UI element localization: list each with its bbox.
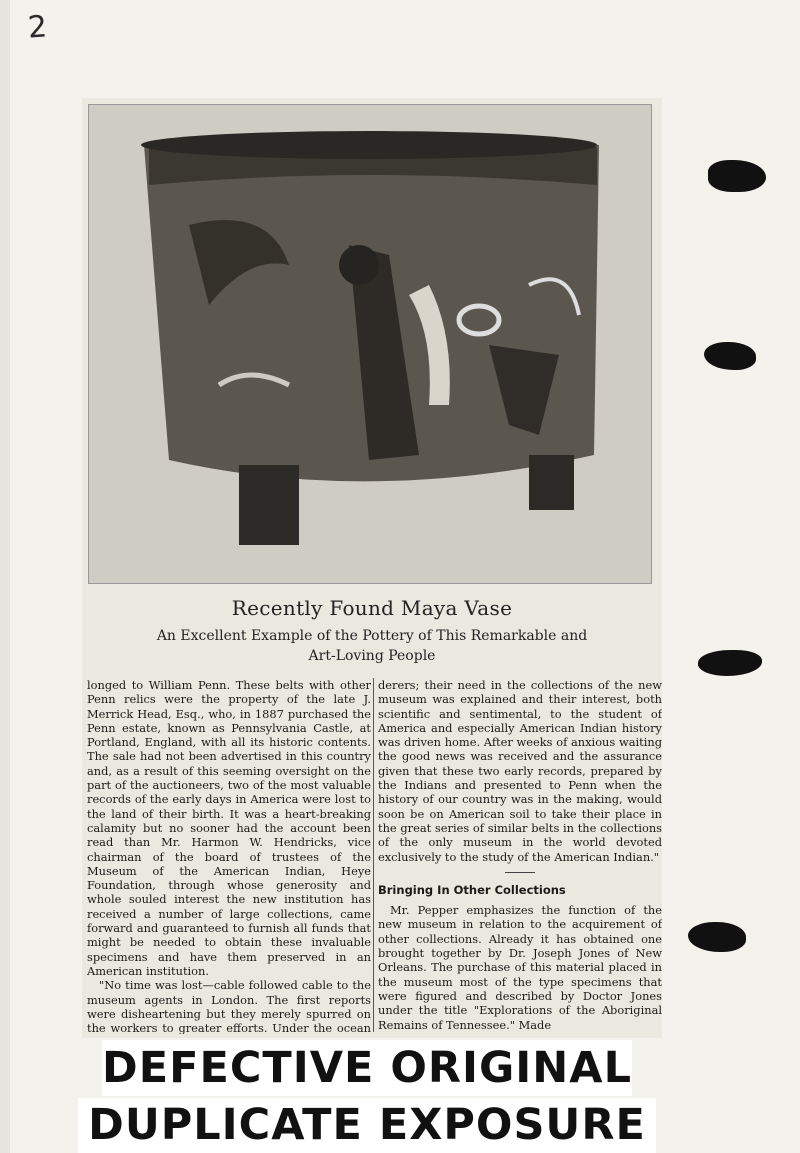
binding-hole-mark [704, 342, 756, 370]
scan-edge [0, 0, 10, 1153]
column-divider [373, 678, 374, 1032]
section-heading: Bringing In Other Collections [378, 882, 566, 897]
article-column-right [378, 678, 662, 1034]
article-headline: Recently Found Maya Vase [231, 596, 513, 620]
defective-original-stamp: DEFECTIVE ORIGINAL [102, 1040, 632, 1096]
section-separator [505, 872, 535, 873]
page-number: 2 [26, 9, 49, 46]
binding-hole-mark [698, 650, 762, 676]
article-paragraph: Mr. Pepper emphasizes the function of the new museum in relation to the acquirement of other collections. Already it has obtained one brought together by Dr. Joseph Jones of New Orleans. The purchase of this material placed in the museum most of the type specimens that were figured and described by Doctor Jones under the title "Explorations of the Aboriginal Remains of Tennessee." Made [378, 903, 662, 1032]
article-paragraph: derers; their need in the collections of the new museum was explained and their interest, both scientific and sentimental, to the student of America and especially American Indian history was driven home. After weeks of anxious waiting the good news was received and the assurance given that these two early records, prepared by the Indians and presented to Penn when the history of our country was in the making, would soon be on American soil to take their place in the great series of similar belts in the collections of the only museum in the world devoted exclusively to the study of the American Indian." [378, 678, 662, 864]
article-paragraph: "No time was lost—cable followed cable to the museum agents in London. The first reports were disheartening but they merely spurred on the workers to greater efforts. Under the ocean [87, 978, 371, 1034]
duplicate-exposure-stamp: DUPLICATE EXPOSURE [78, 1098, 656, 1153]
article-paragraph: longed to William Penn. These belts with other Penn relics were the property of the late J. Merrick Head, Esq., who, in 1887 purchased the Penn estate, known as Pennsylvania Castle, at Portland, England, with all its historic contents. The sale had not been advertised in this country and, as a result of this seeming oversight on the part of the auctioneers, two of the most valuable records of the early days in America were lost to the land of their birth. It was a heart-breaking calamity but no sooner had the account been read than Mr. Harmon W. Hendricks, vice chairman of the board of trustees of the Museum of the American Indian, Heye Foundation, through whose generosity and whole souled interest the new institution has received a number of large collections, came forward and guaranteed to furnish all funds that might be needed to obtain these invaluable specimens and have them preserved in an American institution. [87, 678, 371, 978]
binding-hole-mark [688, 922, 746, 952]
article-subheadline: An Excellent Example of the Pottery of This Remarkable and Art-Loving People [156, 628, 588, 664]
article-column-left [87, 678, 371, 1034]
binding-hole-mark [708, 160, 766, 192]
newspaper-clipping [82, 98, 662, 1038]
maya-vase-photo [88, 104, 652, 584]
